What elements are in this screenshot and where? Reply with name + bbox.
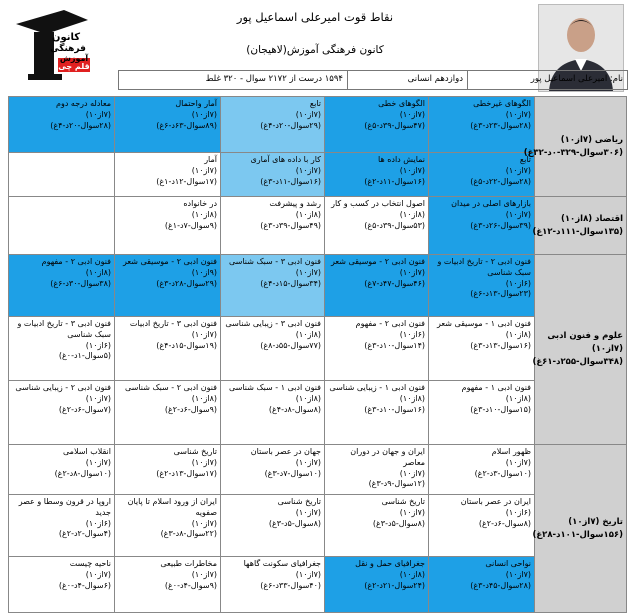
topic-score: (۸از۱۰)	[399, 209, 425, 219]
topic-stats: (۲۳سوال-۱۳د-۶غ)	[470, 289, 531, 299]
topic-score: (۷از۱۰)	[191, 329, 217, 339]
topic-stats: (۷۷سوال-۵۵د-۸غ)	[260, 340, 321, 350]
subject-name: ریاضی (۷از۱۰)	[560, 134, 623, 145]
topic-score: (۸از۱۰)	[295, 209, 321, 219]
topic-name: فنون ادبی ۲ - تاریخ ادبیات و سبک شناسی	[437, 257, 531, 277]
topic-stats: (۲۸سوال-۲۰د-۴غ)	[50, 120, 111, 130]
topic-score: (۸از۱۰)	[505, 329, 531, 339]
topic-score: (۸از۱۰)	[191, 209, 217, 219]
topic-cell	[9, 255, 115, 317]
topic-cell	[9, 445, 115, 495]
topic-stats: (۱۶سوال-۱۳د-۳غ)	[470, 340, 531, 350]
topic-score: (۸از۱۰)	[295, 393, 321, 403]
table-row	[9, 97, 627, 153]
topic-name: بازارهای اصلی در میدان	[451, 199, 531, 208]
topic-stats: (۲۸سوال-۲۲د-۵غ)	[470, 176, 531, 186]
topic-stats: (۴سوال-۲د-۲غ)	[58, 529, 111, 539]
topic-score: (۸از۱۰)	[505, 393, 531, 403]
topic-stats: (۱۴سوال-۱۰د-۳غ)	[364, 340, 425, 350]
strengths-table	[8, 96, 627, 613]
topic-name: فنون ادبی ۱ - موسیقی شعر	[436, 319, 531, 328]
topic-score: (۸از۱۰)	[399, 393, 425, 403]
topic-cell	[429, 255, 535, 317]
topic-name: فنون ادبی ۲ - سبک شناسی	[124, 383, 217, 392]
topic-stats: (۱۰سوال-۳د-۲غ)	[474, 468, 531, 478]
topic-name: فنون ادبی ۳ - تاریخ ادبیات و سبک شناسی	[17, 319, 111, 339]
institute-name: کانون فرهنگی آموزش(لاهیجان)	[246, 44, 384, 56]
topic-stats: (۹سوال-۶د-۲غ)	[164, 404, 217, 414]
subject-name: اقتصاد (۸از۱۰)	[560, 213, 623, 224]
table-row	[9, 495, 627, 557]
topic-name: مخاطرات طبیعی	[160, 559, 217, 568]
table-row	[9, 153, 627, 197]
topic-score: (۷از۱۰)	[191, 457, 217, 467]
topic-name: جهان در عصر باستان	[250, 447, 321, 456]
topic-stats: (۳۹سوال-۲۶د-۳غ)	[470, 220, 531, 230]
topic-cell	[115, 97, 221, 153]
topic-score: (۷از۱۰)	[191, 518, 217, 528]
topic-name: فنون ادبی ۲ - زیبایی شناسی	[15, 383, 111, 392]
topic-name: ناحیه چیست	[69, 559, 111, 568]
topic-score: (۷از۱۰)	[295, 457, 321, 467]
logo-line-1: کانون	[51, 32, 81, 43]
topic-stats: (۲۹سوال-۲۸د-۳غ)	[156, 278, 217, 288]
topic-stats: (۲۸سوال-۲۳د-۳غ)	[470, 120, 531, 130]
topic-name: فنون ادبی ۱ - سبک شناسی	[228, 383, 321, 392]
topic-stats: (۳۴سوال-۱۵د-۴غ)	[260, 278, 321, 288]
topic-score: (۷از۱۰)	[295, 109, 321, 119]
topic-name: الگوهای غیرخطی	[473, 99, 531, 108]
topic-name: الگوهای خطی	[378, 99, 425, 108]
topic-stats: (۴۷سوال-۳۹د-۵غ)	[364, 120, 425, 130]
topic-stats: (۱۹سوال-۱۵د-۴غ)	[156, 340, 217, 350]
stats-label: ۱۵۹۴ درست از ۲۱۷۲ سوال - ۳۲۰ غلط	[205, 74, 343, 84]
topic-cell	[325, 97, 429, 153]
topic-stats: (۲۸سوال-۴۵د-۳غ)	[470, 580, 531, 590]
topic-cell	[429, 317, 535, 381]
topic-stats: (۸سوال-۵د-۳غ)	[268, 518, 321, 528]
table-row	[9, 445, 627, 495]
table-row	[9, 557, 627, 613]
topic-stats: (۹سوال-۴د-۰غ)	[164, 580, 217, 590]
topic-score: (۷از۱۰)	[85, 393, 111, 403]
topic-cell	[221, 317, 325, 381]
topic-name: تابع	[309, 99, 321, 108]
topic-stats: (۱۵سوال-۱۰د-۳غ)	[470, 404, 531, 414]
topic-stats: (۱۷سوال-۱۳د-۲غ)	[156, 468, 217, 478]
topic-stats: (۳۸سوال-۳۰د-۶غ)	[50, 278, 111, 288]
student-info-bar	[118, 70, 628, 90]
topic-cell	[115, 445, 221, 495]
topic-cell	[221, 381, 325, 445]
topic-cell	[325, 381, 429, 445]
topic-cell	[221, 153, 325, 197]
topic-cell	[325, 495, 429, 557]
kanoon-logo	[6, 4, 96, 92]
subject-detail: (۱۵۶سوال-۱۰۱د-۲۸غ)	[532, 529, 623, 540]
report-header	[0, 0, 632, 96]
topic-cell	[9, 495, 115, 557]
topic-name: فنون ادبی ۲ - موسیقی شعر	[122, 257, 217, 266]
topic-score: (۷از۱۰)	[505, 457, 531, 467]
topic-name: آمار واحتمال	[175, 99, 217, 108]
topic-name: ایران و جهان در دوران معاصر	[350, 447, 425, 467]
topic-name: ایران از ورود اسلام تا پایان صفویه	[127, 497, 217, 517]
topic-stats: (۸سوال-۸د-۴غ)	[268, 404, 321, 414]
topic-name: فنون ادبی ۲ - مفهوم	[355, 319, 425, 328]
topic-name: ظهور اسلام	[491, 447, 531, 456]
logo-line-3: آموزش	[59, 54, 89, 63]
subject-detail: (۳۰۶سوال-۳۲۹-۰د-۳۲غ)	[523, 147, 623, 158]
topic-stats: (۵۳سوال-۳۹د-۵غ)	[364, 220, 425, 230]
table-row	[9, 381, 627, 445]
subject-detail: (۱۳۵سوال-۱۱۱د-۱۲غ)	[532, 226, 623, 237]
topic-score: (۶از۱۰)	[505, 278, 531, 288]
topic-stats: (۱۰سوال-۸د-۲غ)	[54, 468, 111, 478]
topic-cell	[9, 153, 115, 197]
topic-score: (۷از۱۰)	[295, 267, 321, 277]
topic-stats: (۹سوال-۷د-۱غ)	[164, 220, 217, 230]
topic-cell	[325, 317, 429, 381]
topic-score: (۶از۱۰)	[85, 340, 111, 350]
topic-score: (۷از۱۰)	[505, 209, 531, 219]
topic-name: معادله درجه دوم	[56, 99, 111, 108]
topic-cell	[115, 153, 221, 197]
topic-cell	[221, 495, 325, 557]
topic-name: انقلاب اسلامی	[63, 447, 111, 456]
topic-score: (۷از۱۰)	[505, 569, 531, 579]
topic-stats: (۲۴سوال-۲۱د-۲غ)	[364, 580, 425, 590]
student-name: نام: امیرعلی اسماعیل پور	[467, 71, 627, 89]
topic-cell	[325, 557, 429, 613]
topic-name: در خانواده	[183, 199, 217, 208]
table-row	[9, 197, 627, 255]
topic-name: آمار	[204, 155, 217, 164]
subject-detail: (۳۴۸سوال-۲۵۵د-۶۱غ)	[532, 356, 623, 367]
topic-cell	[325, 255, 429, 317]
topic-stats: (۶سوال-۴د-۰غ)	[58, 580, 111, 590]
topic-name: اصول انتخاب در کسب و کار	[331, 199, 425, 208]
topic-cell	[9, 197, 115, 255]
topic-score: (۷از۱۰)	[85, 569, 111, 579]
topic-stats: (۷سوال-۶د-۲غ)	[58, 404, 111, 414]
topic-stats: (۱۷سوال-۱۲د-۱غ)	[156, 176, 217, 186]
topic-cell	[9, 97, 115, 153]
topic-name: جغرافیای سکونت گاهها	[243, 559, 321, 568]
topic-stats: (۱۲سوال-۹د-۳غ)	[368, 479, 425, 489]
topic-score: (۹از۱۰)	[191, 267, 217, 277]
topic-score: (۷از۱۰)	[399, 468, 425, 478]
topic-score: (۷از۱۰)	[191, 109, 217, 119]
topic-cell	[325, 153, 429, 197]
topic-name: جغرافیای حمل و نقل	[355, 559, 425, 568]
topic-stats: (۴۶سوال-۴۷د-۷غ)	[364, 278, 425, 288]
topic-name: فنون ادبی ۳ - تاریخ ادبیات	[129, 319, 217, 328]
topic-name: تاریخ شناسی	[381, 497, 425, 506]
logo-line-4: قلم چی	[58, 62, 90, 71]
topic-cell	[115, 381, 221, 445]
topic-name: رشد و پیشرفت	[269, 199, 321, 208]
topic-stats: (۱۶سوال-۱۰د-۳غ)	[364, 404, 425, 414]
topic-score: (۷از۱۰)	[191, 165, 217, 175]
topic-cell	[429, 153, 535, 197]
topic-score: (۶از۱۰)	[399, 329, 425, 339]
subject-cell	[532, 445, 627, 613]
topic-score: (۷از۱۰)	[191, 569, 217, 579]
topic-cell	[325, 445, 429, 495]
topic-score: (۷از۱۰)	[399, 507, 425, 517]
topic-cell	[325, 197, 429, 255]
topic-name: فنون ادبی ۲ - موسیقی شعر	[330, 257, 425, 266]
topic-name: فنون ادبی ۲ - مفهوم	[41, 257, 111, 266]
topic-name: تابع	[519, 155, 531, 164]
topic-cell	[429, 381, 535, 445]
topic-score: (۷از۱۰)	[295, 165, 321, 175]
topic-score: (۷از۱۰)	[295, 507, 321, 517]
topic-name: تاریخ شناسی	[173, 447, 217, 456]
topic-cell	[9, 317, 115, 381]
topic-name: نواحی انسانی	[485, 559, 531, 568]
topic-stats: (۱۶سوال-۱۱د-۲غ)	[364, 176, 425, 186]
topic-score: (۸از۱۰)	[399, 569, 425, 579]
topic-score: (۶از۱۰)	[85, 518, 111, 528]
topic-cell	[9, 381, 115, 445]
topic-name: اروپا در قرون وسطا و عصر جدید	[18, 497, 111, 517]
subject-name: تاریخ (۷از۱۰)	[568, 516, 623, 527]
topic-score: (۷از۱۰)	[85, 457, 111, 467]
topic-cell	[221, 445, 325, 495]
report-title: نقاط قوت امیرعلی اسماعیل پور	[236, 10, 394, 24]
table-row	[9, 317, 627, 381]
logo-line-2: فرهنگی	[50, 44, 86, 54]
topic-cell	[429, 197, 535, 255]
topic-cell	[221, 197, 325, 255]
topic-cell	[221, 557, 325, 613]
topic-cell	[115, 317, 221, 381]
topic-score: (۸از۱۰)	[191, 393, 217, 403]
table-row	[9, 255, 627, 317]
topic-name: کار با داده های آماری	[250, 155, 321, 164]
topic-score: (۷از۱۰)	[399, 165, 425, 175]
subject-cell	[532, 255, 627, 445]
topic-cell	[9, 557, 115, 613]
topic-score: (۷از۱۰)	[295, 569, 321, 579]
topic-cell	[429, 495, 535, 557]
topic-name: تاریخ شناسی	[277, 497, 321, 506]
topic-cell	[115, 557, 221, 613]
topic-stats: (۴۰سوال-۳۳د-۶غ)	[260, 580, 321, 590]
topic-name: فنون ادبی ۱ - زیبایی شناسی	[329, 383, 425, 392]
subject-name: علوم و فنون ادبی (۷از۱۰)	[547, 331, 623, 355]
topic-cell	[221, 255, 325, 317]
topic-score: (۷از۱۰)	[399, 267, 425, 277]
topic-score: (۷از۱۰)	[505, 165, 531, 175]
topic-stats: (۸۹سوال-۶۳د-۶غ)	[156, 120, 217, 130]
topic-name: فنون ادبی ۳ - زیبایی شناسی	[225, 319, 321, 328]
topic-cell	[115, 197, 221, 255]
topic-stats: (۵سوال-۱د-۰غ)	[58, 351, 111, 361]
topic-name: نمایش داده ها	[378, 155, 425, 164]
topic-score: (۷از۱۰)	[85, 109, 111, 119]
topic-stats: (۲۲سوال-۸د-۳غ)	[160, 529, 217, 539]
topic-score: (۶از۱۰)	[505, 507, 531, 517]
subject-cell	[532, 197, 627, 255]
topic-stats: (۱۰سوال-۷د-۳غ)	[264, 468, 321, 478]
topic-score: (۷از۱۰)	[399, 109, 425, 119]
topic-score: (۸از۱۰)	[85, 267, 111, 277]
topic-score: (۸از۱۰)	[295, 329, 321, 339]
topic-name: فنون ادبی ۱ - مفهوم	[461, 383, 531, 392]
topic-stats: (۱۶سوال-۱۱د-۳غ)	[260, 176, 321, 186]
topic-cell	[221, 97, 325, 153]
topic-cell	[115, 255, 221, 317]
topic-stats: (۲۹سوال-۲۰د-۴غ)	[260, 120, 321, 130]
topic-stats: (۴۹سوال-۳۹د-۳غ)	[260, 220, 321, 230]
topic-name: فنون ادبی ۳ - سبک شناسی	[228, 257, 321, 266]
topic-name: ایران در عصر باستان	[460, 497, 531, 506]
topic-cell	[429, 557, 535, 613]
topic-cell	[429, 97, 535, 153]
topic-stats: (۸سوال-۶د-۲غ)	[478, 518, 531, 528]
topic-score: (۷از۱۰)	[505, 109, 531, 119]
topic-cell	[115, 495, 221, 557]
grade-label: دوازدهم انسانی	[347, 71, 467, 89]
topic-stats: (۸سوال-۵د-۳غ)	[372, 518, 425, 528]
topic-cell	[429, 445, 535, 495]
